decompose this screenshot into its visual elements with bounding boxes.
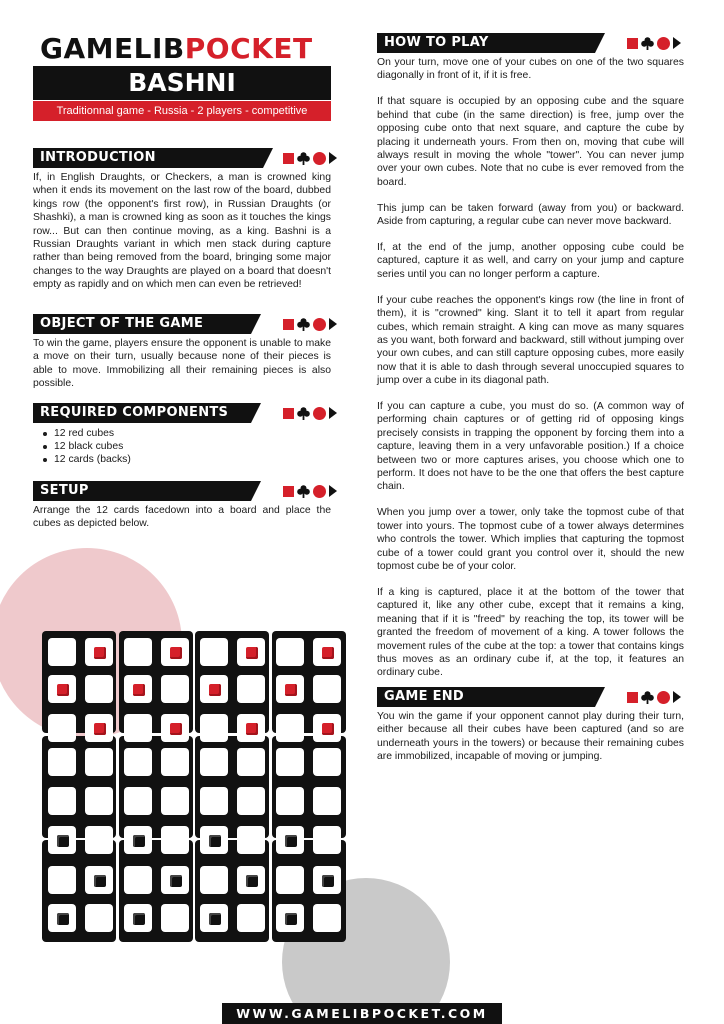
board-square xyxy=(124,787,152,815)
red-circle-icon xyxy=(657,37,670,50)
black-arrow-icon xyxy=(329,318,337,330)
board-square xyxy=(48,638,76,666)
board-square xyxy=(48,904,76,932)
red-circle-icon xyxy=(657,691,670,704)
board-square xyxy=(237,638,265,666)
board-square xyxy=(276,787,304,815)
board-square xyxy=(161,748,189,776)
red-square-icon xyxy=(283,319,294,330)
logo-part-gamelib: GAMELIB xyxy=(40,32,185,65)
rule-paragraph: If your cube reaches the opponent's kings row (the line in front of them), it is "crowned" king. Slant it to tell it apart from regular cubes, which remain straight. A king can move as many squares as you want, both forward and backward, still without jumping over your own cubes, and can still capture opposing cubes, more easily now that it is able to dash through several unoccupied squares to jump over a cube in its diagonal path. xyxy=(377,294,684,387)
board-square xyxy=(313,638,341,666)
red-circle-icon xyxy=(313,485,326,498)
board-square xyxy=(237,675,265,703)
board-square xyxy=(161,638,189,666)
red-cube xyxy=(209,684,221,696)
setup-title: SETUP xyxy=(40,483,89,498)
website-url[interactable]: WWW.GAMELIBPOCKET.COM xyxy=(222,1003,502,1024)
board-square xyxy=(48,748,76,776)
game-subtitle: Traditionnal game - Russia - 2 players - competitive xyxy=(33,101,331,121)
logo-part-pocket: POCKET xyxy=(184,32,313,65)
board-square xyxy=(200,675,228,703)
components-list xyxy=(38,427,278,466)
board-square xyxy=(276,866,304,894)
black-cube xyxy=(285,835,297,847)
board-square xyxy=(237,714,265,742)
how-to-play-title: HOW TO PLAY xyxy=(384,35,489,50)
object-text: To win the game, players ensure the opponent is unable to make a move on their turn, usually because none of their pieces is able to move. Immobilizing all their remaining pieces is also possible. xyxy=(33,338,331,390)
board-square xyxy=(237,826,265,854)
red-cube xyxy=(322,647,334,659)
red-square-icon xyxy=(283,408,294,419)
header-icons xyxy=(283,152,335,165)
board-square xyxy=(48,787,76,815)
red-cube xyxy=(170,723,182,735)
board-square xyxy=(85,748,113,776)
black-club-icon xyxy=(641,691,654,704)
game-end-title: GAME END xyxy=(384,689,465,704)
black-cube xyxy=(209,835,221,847)
black-club-icon xyxy=(297,485,310,498)
board-square xyxy=(124,904,152,932)
board-square xyxy=(124,714,152,742)
board-square xyxy=(200,866,228,894)
board-square xyxy=(313,826,341,854)
board-square xyxy=(237,787,265,815)
black-arrow-icon xyxy=(673,37,681,49)
board-square xyxy=(161,866,189,894)
board-square xyxy=(200,826,228,854)
object-title: OBJECT OF THE GAME xyxy=(40,316,204,331)
red-circle-icon xyxy=(313,318,326,331)
header-icons xyxy=(283,318,335,331)
black-cube xyxy=(57,835,69,847)
rule-paragraph: On your turn, move one of your cubes on one of the two squares diagonally in front of it, if it is free. xyxy=(377,57,684,82)
board-square xyxy=(161,787,189,815)
board-square xyxy=(124,675,152,703)
black-cube xyxy=(246,875,258,887)
board-square xyxy=(200,638,228,666)
board-square xyxy=(200,748,228,776)
red-cube xyxy=(94,647,106,659)
red-square-icon xyxy=(627,38,638,49)
red-square-icon xyxy=(283,486,294,497)
header-icons xyxy=(627,37,679,50)
board-square xyxy=(200,787,228,815)
red-circle-icon xyxy=(313,407,326,420)
components-title: REQUIRED COMPONENTS xyxy=(40,405,229,420)
how-to-play-text xyxy=(377,56,684,692)
header-icons xyxy=(627,691,679,704)
rule-paragraph: If, at the end of the jump, another opposing cube could be captured, capture it as well, and carry on your jump and capture series until you can no longer perform a capture. xyxy=(377,241,684,280)
red-cube xyxy=(94,723,106,735)
red-cube xyxy=(246,723,258,735)
introduction-text: If, in English Draughts, or Checkers, a man is crowned king when it ends its movement on the last row of the board, dubbed kings row (the opponent's first row), in Russian Draughts (or Shashki), a man is crowned king as soon as it touches the kings row... But can then continue moving, as a king. Bashni is a Russian Draughts variant in which men stack during capture rather than being removed from the board, bringing some major changes to the way Draughts are played on a board that doesn't empty as rapidly and on which men can even be retrieved! xyxy=(33,172,331,291)
board-square xyxy=(276,714,304,742)
board-square xyxy=(276,748,304,776)
board-square xyxy=(161,714,189,742)
board-square xyxy=(85,638,113,666)
board-square xyxy=(161,904,189,932)
setup-header xyxy=(33,481,331,501)
black-club-icon xyxy=(641,37,654,50)
board-square xyxy=(237,904,265,932)
board-square xyxy=(200,714,228,742)
how-to-play-header xyxy=(377,33,691,53)
board-square xyxy=(276,826,304,854)
board-square xyxy=(313,748,341,776)
object-header xyxy=(33,314,331,334)
black-cube xyxy=(94,875,106,887)
board-square xyxy=(124,638,152,666)
black-club-icon xyxy=(297,152,310,165)
rule-paragraph: This jump can be taken forward (away from you) or backward. Aside from capturing, a regular cube can never move backward. xyxy=(377,202,684,228)
black-cube xyxy=(133,913,145,925)
board-square xyxy=(124,866,152,894)
board-square xyxy=(161,675,189,703)
red-square-icon xyxy=(283,153,294,164)
board-square xyxy=(48,866,76,894)
board-square xyxy=(85,904,113,932)
board-square xyxy=(313,904,341,932)
board-square xyxy=(85,714,113,742)
black-cube xyxy=(133,835,145,847)
list-item: 12 red cubes xyxy=(38,427,278,440)
red-circle-icon xyxy=(313,152,326,165)
game-title: BASHNI xyxy=(33,66,331,100)
black-club-icon xyxy=(297,318,310,331)
header-icons xyxy=(283,407,335,420)
board-square xyxy=(85,787,113,815)
red-cube xyxy=(57,684,69,696)
setup-text: Arrange the 12 cards facedown into a board and place the cubes as depicted below. xyxy=(33,505,331,530)
board-square xyxy=(276,904,304,932)
board-square xyxy=(313,675,341,703)
black-arrow-icon xyxy=(673,691,681,703)
board-square xyxy=(48,826,76,854)
gamelibpocket-logo xyxy=(40,34,330,64)
red-cube xyxy=(285,684,297,696)
game-end-header xyxy=(377,687,691,707)
introduction-header xyxy=(33,148,331,168)
list-item: 12 cards (backs) xyxy=(38,453,278,466)
board-square xyxy=(200,904,228,932)
black-cube xyxy=(285,913,297,925)
rule-paragraph: If that square is occupied by an opposing cube and the square behind that cube (in the same direction) is free, jump over the opposing cube onto that next square, and capture the cube by placing it underneath yours. From then on, moving that cube will always result in moving the whole "tower". You can never jump over your own cubes. Note that no cube is ever removed from the board. xyxy=(377,96,684,188)
board-square xyxy=(313,787,341,815)
black-arrow-icon xyxy=(329,407,337,419)
components-header xyxy=(33,403,331,423)
rule-paragraph: If you can capture a cube, you must do so. (A common way of performing chain captures or of getting rid of opposing kings precisely consists in trapping the opponent by forcing them into a capture, leaving them in a very unfavorable position.) If a choice between two or more captures arises, you choose which one to perform. It does not have to be the one that offers the best capture chain. xyxy=(377,401,684,493)
game-end-text: You win the game if your opponent cannot play during their turn, either because all their cubes have been captured (and so are underneath yours in the towers) or because their remaining cubes are immobilized, incapable of moving or jumping. xyxy=(377,711,684,763)
board-square xyxy=(313,866,341,894)
red-cube xyxy=(170,647,182,659)
black-cube xyxy=(170,875,182,887)
board-square xyxy=(85,675,113,703)
rule-paragraph: When you jump over a tower, only take the topmost cube of that tower into yours. The topmost cube of a tower always determines who controls the tower. Which implies that capturing the topmost cube of a tower could grant you control over it, should the new topmost cube be of your color. xyxy=(377,507,684,572)
black-arrow-icon xyxy=(329,152,337,164)
board-square xyxy=(276,675,304,703)
board-square xyxy=(313,714,341,742)
board-square xyxy=(276,638,304,666)
header-icons xyxy=(283,485,335,498)
red-cube xyxy=(246,647,258,659)
board-square xyxy=(85,866,113,894)
board-square xyxy=(124,826,152,854)
board-square xyxy=(85,826,113,854)
rule-paragraph: If a king is captured, place it at the bottom of the tower that captured it, like any other cube, except that it remains a king, meaning that if it is "freed" by reaching the top, its tower will be granted the freedom of movement of a king. A tower follows the movement rules of the cube at the top: a tower that contains kings thus moves as an ordinary cube if, at the top, it features an ordinary cube. xyxy=(377,586,684,679)
black-arrow-icon xyxy=(329,485,337,497)
red-cube xyxy=(322,723,334,735)
board-square xyxy=(48,714,76,742)
black-cube xyxy=(57,913,69,925)
board-square xyxy=(124,748,152,776)
black-cube xyxy=(209,913,221,925)
board-square xyxy=(237,748,265,776)
black-cube xyxy=(322,875,334,887)
red-square-icon xyxy=(627,692,638,703)
board-square xyxy=(161,826,189,854)
board-square xyxy=(237,866,265,894)
list-item: 12 black cubes xyxy=(38,440,278,453)
red-cube xyxy=(133,684,145,696)
setup-board xyxy=(42,631,344,943)
introduction-title: INTRODUCTION xyxy=(40,150,156,165)
black-club-icon xyxy=(297,407,310,420)
board-square xyxy=(48,675,76,703)
